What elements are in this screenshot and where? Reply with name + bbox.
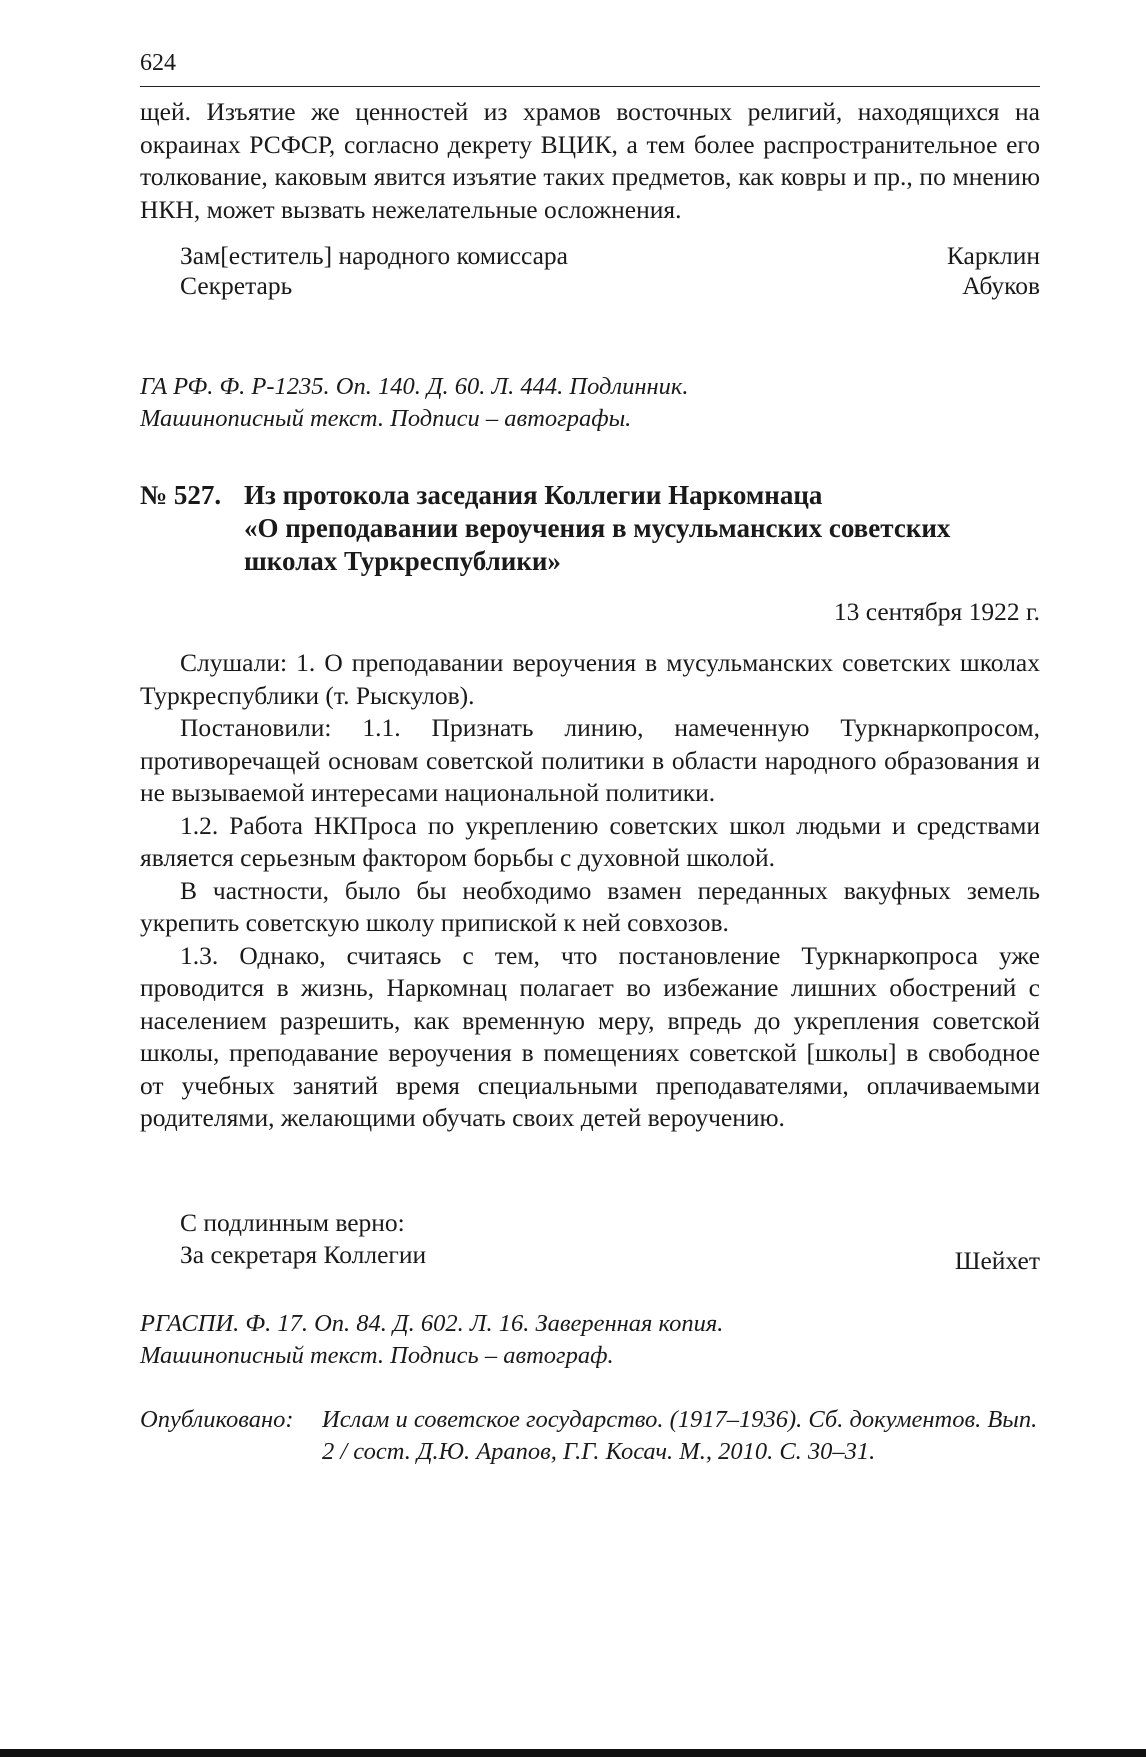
page-number: 624 bbox=[140, 50, 176, 76]
paragraph: Постановили: 1.1. Признать линию, намеченную Туркнаркопросом, противоречащей основам советской политики в области народного образования и не вызываемой интересами национальной политики. bbox=[140, 713, 1040, 807]
source-line: ГА РФ. Ф. Р-1235. Оп. 140. Д. 60. Л. 444. Подлинник. bbox=[140, 373, 689, 400]
signature-role: За секретаря Коллегии bbox=[180, 1240, 427, 1269]
publication-text: Ислам и советское государство. (1917–1936). Сб. документов. Вып. 2 / сост. Д.Ю. Арапов, Г.Г. Косач. М., 2010. С. 30–31. bbox=[322, 1406, 1038, 1465]
signature-row bbox=[180, 271, 1040, 303]
paragraph: 1.2. Работа НКПроса по укреплению советских школ людьми и средствами является серьезным фактором борьбы с духовной школой. bbox=[140, 810, 1040, 872]
scan-edge bbox=[0, 1749, 1146, 1757]
paragraph: В частности, было бы необходимо взамен переданных вакуфных земель укрепить советскую школу припиской к ней совхозов. bbox=[140, 875, 1040, 937]
signature-row bbox=[180, 241, 1040, 273]
title-line: Из протокола заседания Коллегии Наркомнаца bbox=[244, 480, 823, 510]
source-line: Машинописный текст. Подписи – автографы. bbox=[140, 405, 632, 432]
title-line: школах Туркреспублики» bbox=[244, 546, 561, 576]
signature-role: Зам[еститель] народного комиссара bbox=[180, 241, 568, 270]
paragraph: Слушали: 1. О преподавании вероучения в мусульманских советских школах Туркреспублики (т. Рыскулов). bbox=[140, 648, 1040, 710]
signature-name: Карклин bbox=[946, 241, 1040, 270]
document-date: 13 сентября 1922 г. bbox=[833, 597, 1040, 626]
source-line: РГАСПИ. Ф. 17. Оп. 84. Д. 602. Л. 16. Заверенная копия. bbox=[140, 1310, 724, 1337]
signature-name: Абуков bbox=[962, 271, 1040, 300]
certification-row bbox=[180, 1208, 1040, 1240]
header-rule bbox=[140, 86, 1040, 87]
publication-label: Опубликовано: bbox=[140, 1406, 294, 1433]
document-number: № 527. bbox=[140, 480, 222, 510]
signature-role: Секретарь bbox=[180, 271, 293, 300]
top-paragraph: щей. Изъятие же ценностей из храмов восточных религий, находящихся на окраинах РСФСР, согласно декрету ВЦИК, а тем более распространительное его толкование, каковым явится изъятие таких предметов, как ковры и пр., по мнению НКН, может вызвать нежелательные осложнения. bbox=[140, 97, 1040, 224]
archival-source bbox=[140, 1308, 1040, 1372]
source-line: Машинописный текст. Подпись – автограф. bbox=[140, 1342, 614, 1369]
archival-source bbox=[140, 371, 1040, 435]
signature-row bbox=[180, 1240, 1040, 1275]
signature-name: Шейхет bbox=[954, 1246, 1040, 1275]
document-body bbox=[140, 647, 1040, 1135]
paragraph: 1.3. Однако, считаясь с тем, что постановление Туркнаркопроса уже проводится в жизнь, Наркомнац полагает во избежание лишних обострений с населением разрешить, как временную меру, впредь до укрепления советской школы, преподавание вероучения в помещениях советской [школы] в свободное от учебных занятий время специальными преподавателями, оплачиваемыми родителями, желающими обучать своих детей вероучению. bbox=[140, 940, 1040, 1132]
document-title bbox=[244, 479, 1044, 578]
certification-text: С подлинным верно: bbox=[180, 1208, 405, 1237]
title-line: «О преподавании вероучения в мусульманских советских bbox=[244, 513, 951, 543]
